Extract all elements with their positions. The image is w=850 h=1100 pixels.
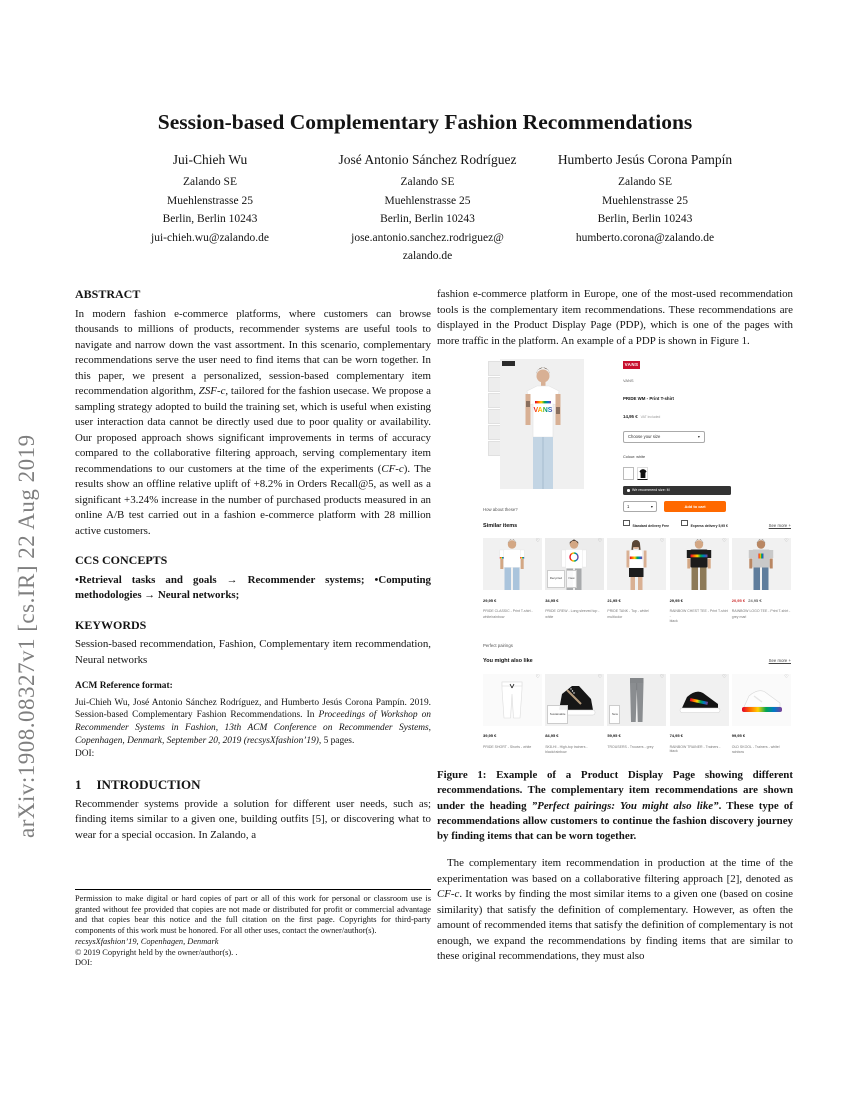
product-card[interactable] — [732, 538, 791, 624]
product-desc: white — [545, 614, 554, 619]
body-paragraph-2: The complementary item recommendation in production at the time of the experimentation was based on a collaborative filtering approach [2], denoted as CF-c. It works by finding the most similar items to a given one (based on cosine similarity) that satisfy the definition of complementary. However, as often the amount of recommended items that satisfy the definition of complementary is not enough, we expand the recommendations by finding items that are similar to these original recommendations, they must also — [437, 857, 793, 963]
section-title: INTRODUCTION — [96, 777, 201, 793]
product-desc: PRIDE CLASSIC - Print T-shirt - — [483, 609, 533, 613]
product-card[interactable] — [607, 674, 666, 755]
product-image — [670, 674, 729, 726]
product-price: 29,95 € — [669, 597, 683, 603]
product-card[interactable] — [607, 538, 666, 624]
size-recommendation-text: We recommend size: M — [632, 487, 670, 492]
sneaker-illustration — [670, 674, 729, 726]
author-email: humberto.corona@zalando.de — [575, 231, 715, 244]
product-desc: black — [669, 619, 678, 624]
model-illustration — [607, 538, 666, 590]
chevron-down-icon: ▾ — [650, 503, 653, 509]
svg-text:VANS: VANS — [533, 407, 553, 414]
brand-logo: VANS — [624, 362, 639, 367]
colour-swatches — [623, 467, 791, 480]
product-desc: rainbow — [731, 750, 745, 755]
wishlist-heart-icon[interactable]: ♡ — [784, 673, 789, 680]
tag-pill: New — [609, 705, 620, 724]
wishlist-heart-icon[interactable]: ♡ — [535, 673, 540, 680]
author-street: Muehlenstrasse 25 — [602, 194, 688, 207]
product-tags — [547, 705, 568, 724]
abstract-text: In modern fashion e-commerce platforms, where customers can browse thousands to millions of products, recommender systems are useful tools to navigate and narrow down the vast assortment. In this scenario, complementary recommendations serve the user need to find items that can be worn together. In this paper, we present a personalized, session-based complementary item recommendation algorithm, ZSF-c, tailored for the fashion usecase. We propose a sampling strategy adopted to build the training set, which is useful when existing user interaction data cannot be directly used due to poor quality or availability. Our proposed approach shows significant improvements in terms of accuracy compared to the collaborative filtering approach, serving complementary item recommendations to our customers at the time of the experiments (CF-c). The results show an offline relative uplift of +8.2% in Orders Recall@5, as well as a significant +3.24% increase in the number of purchased products measured in an online A/B test carried out in a fashion e-commerce platform with 28 million active customers. — [75, 307, 432, 537]
left-column — [75, 287, 431, 843]
pairings-header — [483, 638, 791, 670]
introduction-text: Recommender systems provide a solution for different user needs, such as; finding items similar to a given one, building outfits [5], or discovering what to wear for a special occasion. In Zalando, a — [75, 797, 431, 841]
author-email: jose.antonio.sanchez.rodriguez@ — [351, 231, 504, 244]
product-price: 39,95 € — [483, 733, 497, 739]
author-block — [105, 151, 750, 266]
product-image — [732, 538, 791, 590]
pairings-row — [483, 674, 791, 755]
product-image — [732, 674, 791, 726]
dot-icon — [627, 489, 630, 492]
product-price: 21,95 € — [607, 597, 621, 603]
size-placeholder: Choose your size — [628, 433, 661, 439]
product-price: 74,95 € — [669, 733, 683, 739]
wishlist-heart-icon[interactable]: ♡ — [722, 673, 727, 680]
wishlist-heart-icon[interactable]: ♡ — [659, 673, 665, 680]
photo-flag-badge — [502, 361, 515, 366]
author-email: jui-chieh.wu@zalando.de — [151, 231, 269, 244]
author-street: Muehlenstrasse 25 — [384, 194, 471, 207]
product-price: 59,95 € — [607, 733, 621, 739]
author-org: Zalando SE — [183, 176, 237, 188]
product-card[interactable] — [670, 674, 729, 755]
body-paragraph-1: fashion e-commerce platform in Europe, one of the most-used recommendation tools is the complementary item recommendations. These recommendations are displayed in the Product Display Page (PDP), which is one of the pages with more traffic in the platform. An example of a PDP is shown in Figure 1. — [437, 288, 793, 347]
ccs-text: •Retrieval tasks and goals → Recommender systems; •Computing methodologies → Neural networks; — [75, 573, 431, 601]
product-price: 29,95 € — [483, 597, 497, 603]
arxiv-stamp: arXiv:1908.08327v1 [cs.IR] 22 Aug 2019 — [14, 434, 39, 838]
product-image — [483, 538, 542, 590]
add-to-cart-button[interactable]: Add to cart — [664, 501, 726, 512]
product-price: 84,95 € — [545, 733, 559, 739]
tag-pill: New — [566, 570, 577, 589]
product-desc: grey marl — [731, 614, 747, 619]
author-1 — [105, 151, 315, 266]
footnote-block — [75, 889, 431, 969]
wishlist-heart-icon[interactable]: ♡ — [597, 538, 603, 544]
author-street: Muehlenstrasse 25 — [167, 194, 253, 207]
delivery-title: Standard delivery Free — [632, 524, 670, 528]
product-desc: RAINBOW TRAINER - Trainers - black — [669, 744, 721, 754]
product-card[interactable] — [732, 674, 791, 755]
author-name: Humberto Jesús Corona Pampín — [557, 152, 733, 167]
main-product-photo[interactable] — [500, 359, 584, 489]
sale-price: 20,95 € — [731, 597, 746, 603]
product-desc: TROUSERS - Trousers - grey — [607, 744, 654, 749]
keywords-heading: KEYWORDS — [75, 617, 147, 632]
author-name: Jui-Chieh Wu — [172, 152, 248, 167]
product-card[interactable] — [670, 538, 729, 624]
product-desc: PRIDE TANK - Top - white/ — [607, 609, 649, 613]
author-org: Zalando SE — [400, 176, 455, 188]
author-city: Berlin, Berlin 10243 — [380, 213, 475, 225]
product-desc: PRIDE CREW - Long sleeved top - — [545, 609, 600, 613]
section-number: 1 — [75, 777, 82, 793]
see-more-link[interactable]: See more + — [768, 658, 791, 664]
permission-text: Permission to make digital or hard copies of part or all of this work for personal or classroom use is granted without fee provided that copies are not made or distributed for profit or commercial advantage and that copies bear this notice and the full citation on the first page. Copyrights for third-party components of this work must be honored. For all other uses, contact the owner/author(s). — [75, 894, 431, 936]
product-desc: RAINBOW LOGO TEE - Print T-shirt - — [731, 609, 791, 613]
product-price: 99,95 € — [731, 733, 746, 739]
product-image — [607, 538, 666, 590]
similar-items-row — [483, 538, 791, 624]
similar-kicker: How about these? — [483, 507, 518, 512]
tag-pill: Recycled — [547, 570, 564, 589]
product-image — [607, 674, 666, 726]
rainbow-sole-sneaker-illustration — [732, 674, 791, 726]
product-card[interactable] — [483, 674, 542, 755]
product-price: 14,95 € — [623, 414, 638, 419]
product-image — [670, 538, 729, 590]
product-tags — [547, 570, 577, 589]
product-price: 34,95 € — [545, 597, 559, 603]
chevron-down-icon: ▾ — [697, 433, 700, 439]
product-desc: PRIDE SHORT - Shorts - white — [483, 744, 532, 749]
footnote-doi: DOI: — [75, 958, 93, 968]
footnote-copyright: © 2019 Copyright held by the owner/author(s). . — [75, 947, 238, 957]
wishlist-heart-icon[interactable]: ♡ — [784, 538, 789, 544]
figure-caption: Figure 1: Example of a Product Display Page showing different recommendations. The complementary item recommendations are shown under the heading ”Perfect pairings: You might also like”. These type of recommendations allow customers to continue the fashion discovery journey by finding items that can be worn together. — [437, 768, 793, 843]
swatch-black[interactable] — [637, 467, 648, 480]
product-card[interactable] — [545, 538, 604, 624]
wishlist-heart-icon[interactable]: ♡ — [535, 538, 540, 544]
author-city: Berlin, Berlin 10243 — [597, 213, 693, 225]
product-desc: OLD SKOOL - Trainers - white/ — [731, 744, 780, 749]
wishlist-heart-icon[interactable]: ♡ — [722, 538, 727, 544]
similar-items-header — [483, 502, 791, 534]
vat-note: VAT included — [640, 415, 661, 419]
footnote-venue: recsysXfashion’19, Copenhagen, Denmark — [75, 936, 219, 946]
model-illustration — [670, 538, 729, 590]
product-image — [483, 674, 542, 726]
tshirt-icon — [639, 469, 647, 479]
acm-reference-heading: ACM Reference format: — [75, 681, 173, 691]
size-recommendation-badge — [623, 486, 731, 495]
pairings-kicker: Perfect pairings — [483, 642, 513, 648]
product-desc: white/rainbow — [483, 614, 505, 619]
wishlist-heart-icon[interactable]: ♡ — [597, 673, 603, 680]
product-image — [545, 674, 604, 726]
product-card[interactable] — [483, 538, 542, 624]
introduction-heading — [75, 777, 431, 793]
pairings-title: You might also like — [483, 658, 533, 665]
product-desc: black/rainbow — [545, 750, 567, 755]
paper-title: Session-based Complementary Fashion Recommendations — [157, 110, 693, 134]
product-desc: SK8-HI - High-top trainers - — [545, 744, 588, 749]
author-name: José Antonio Sánchez Rodríguez — [338, 152, 517, 167]
figure-1-pdp — [483, 359, 791, 755]
swatch-white[interactable] — [623, 467, 634, 480]
product-price — [732, 593, 791, 609]
keywords-text: Session-based recommendation, Fashion, Complementary item recommendation, Neural networks — [75, 638, 431, 666]
model-illustration — [500, 359, 584, 489]
product-desc: RAINBOW CHEST TEE - Print T-shirt - — [669, 609, 728, 618]
tag-pill: Sustainable — [547, 705, 568, 724]
similar-title: Similar items — [483, 522, 518, 529]
brand-name-link[interactable]: VANS — [623, 378, 634, 383]
author-2 — [323, 151, 533, 266]
delivery-title: Express delivery 5,95 € — [690, 524, 728, 528]
right-column — [437, 287, 793, 965]
product-card[interactable] — [545, 674, 604, 755]
author-org: Zalando SE — [618, 176, 672, 188]
ccs-heading: CCS CONCEPTS — [75, 553, 168, 567]
model-illustration — [483, 538, 542, 590]
author-city: Berlin, Berlin 10243 — [162, 213, 258, 225]
author-email-cont: zalando.de — [402, 250, 453, 262]
model-illustration — [732, 538, 791, 590]
quantity-value: 1 — [627, 503, 630, 509]
product-image — [545, 538, 604, 590]
colour-label: Colour: white — [623, 454, 646, 459]
wishlist-heart-icon[interactable]: ♡ — [659, 538, 665, 544]
author-3 — [540, 151, 750, 266]
product-desc: multicolor — [607, 614, 623, 619]
see-more-link[interactable]: See more + — [768, 522, 791, 528]
product-tags — [609, 705, 620, 724]
shorts-illustration — [483, 674, 542, 726]
acm-doi: DOI: — [75, 748, 95, 759]
product-title: PRIDE WM - Print T-shirt — [623, 395, 674, 401]
acm-reference-text: Jui-Chieh Wu, José Antonio Sánchez Rodríguez, and Humberto Jesús Corona Pampín. 2019. Session-based Complementary Fashion Recommendations. In Proceedings of Workshop on Recommender Systems in Fashion, 13th ACM Conference on Recommender Systems, Copenhagen, Denmark, September 20, 2019 (recsysXfashion’19), 5 pages. — [75, 697, 431, 746]
size-select[interactable] — [623, 431, 705, 443]
abstract-heading: ABSTRACT — [75, 287, 141, 301]
original-price: 24,95 € — [748, 597, 762, 603]
